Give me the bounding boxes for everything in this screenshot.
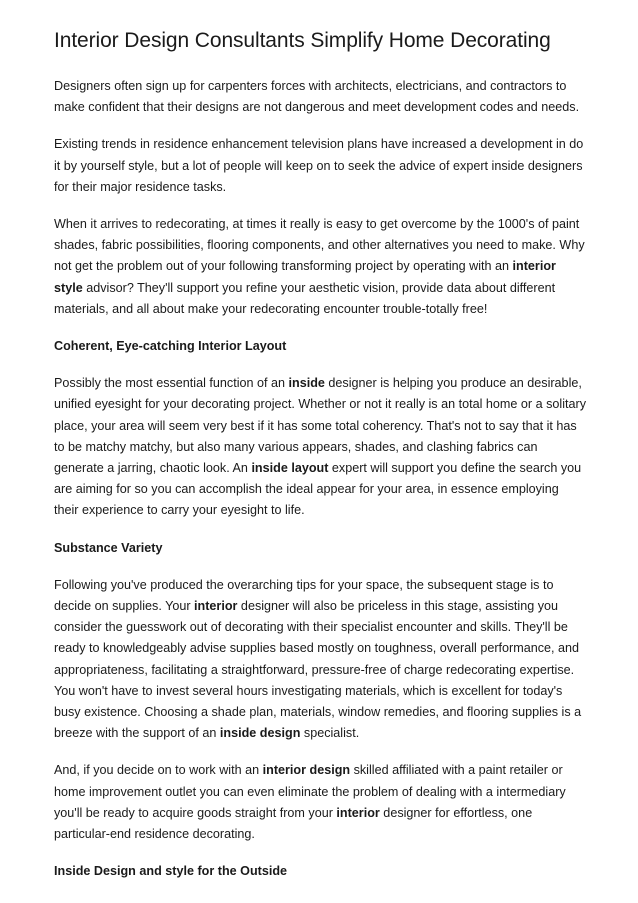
paragraph-3-text-2: advisor? They'll support you refine your aesthetic vision, provide data about different materials, and all about make your redecorating encounter trouble-totally free!: [54, 280, 556, 316]
paragraph-4-text-2: designer is helping you produce an desirable, unified eyesight for your decorating project. Whether or not it really is an total home or a solitary place, your area will seem very best if it has some total coherency. That's not to say that it has to be matchy matchy, but also many various appears, shades, and clashing fabrics can generate a jarring, chaotic look. An: [54, 376, 586, 476]
paragraph-3: [54, 214, 586, 320]
paragraph-5-bold-2: inside design: [219, 726, 301, 741]
paragraph-6-text-3: designer for effortless, one particular-end residence decorating.: [54, 805, 533, 842]
paragraph-4-bold-2: inside layout: [251, 461, 329, 476]
section-heading-1: Coherent, Eye-catching Interior Layout: [54, 339, 287, 354]
paragraph-3-text-1: When it arrives to redecorating, at times it really is easy to get overcome by the 1000's of paint shades, fabric possibilities, flooring components, and other alternatives you need to make. Why not get the problem out of your following transforming project by operating with an: [54, 217, 585, 274]
paragraph-2: Existing trends in residence enhancement television plans have increased a development in do it by yourself style, but a lot of people will keep on to seek the advice of expert inside designers for their major residence tasks.: [54, 137, 584, 194]
paragraph-6-bold-1: interior design: [262, 763, 351, 778]
paragraph-3-bold-1: interior style: [54, 259, 556, 295]
paragraph-6-text-1: And, if you decide on to work with an: [54, 763, 263, 778]
paragraph-4-text-3: expert will support you define the search you are aiming for so you can accomplish the ideal appear for your area, in essence employing their experience to carry your eyesight to life.: [54, 461, 582, 518]
section-heading-3: Inside Design and style for the Outside: [54, 864, 288, 879]
paragraph-5-text-3: specialist.: [300, 726, 360, 741]
paragraph-5-bold-1: interior: [194, 599, 238, 614]
paragraph-4-bold-1: inside: [288, 376, 325, 391]
paragraph-6: [54, 760, 586, 845]
paragraph-1: Designers often sign up for carpenters forces with architects, electricians, and contractors to make confident that their designs are not dangerous and meet development codes and needs.: [54, 79, 580, 115]
paragraph-5-text-2: designer will also be priceless in this stage, assisting you consider the guesswork out of decorating with their specialist encounter and skills. They'll be ready to knowledgeably advise supplies based mostly on toughness, overall performance, and appropriateness, facilitating a straightforward, pressure-free of charge redecorating expertise. You won't have to invest several hours investigating materials, which is excellent for today's busy existence. Choosing a shade plan, materials, window remedies, and flooring supplies is a breeze with the support of an: [54, 599, 582, 741]
paragraph-6-text-2: skilled affiliated with a paint retailer or home improvement outlet you can even eliminate the problem of dealing with a intermediary you'll be ready to acquire goods straight from your: [54, 763, 566, 820]
paragraph-6-bold-2: interior: [336, 805, 380, 820]
paragraph-5: [54, 575, 586, 745]
page-title: Interior Design Consultants Simplify Home Decorating: [54, 29, 551, 52]
paragraph-4: [54, 373, 586, 521]
section-heading-2: Substance Variety: [54, 540, 163, 555]
paragraph-5-text-1: Following you've produced the overarching tips for your space, the subsequent stage is to decide on supplies. Your: [54, 577, 554, 614]
paragraph-4-text-1: Possibly the most essential function of an: [54, 376, 289, 391]
